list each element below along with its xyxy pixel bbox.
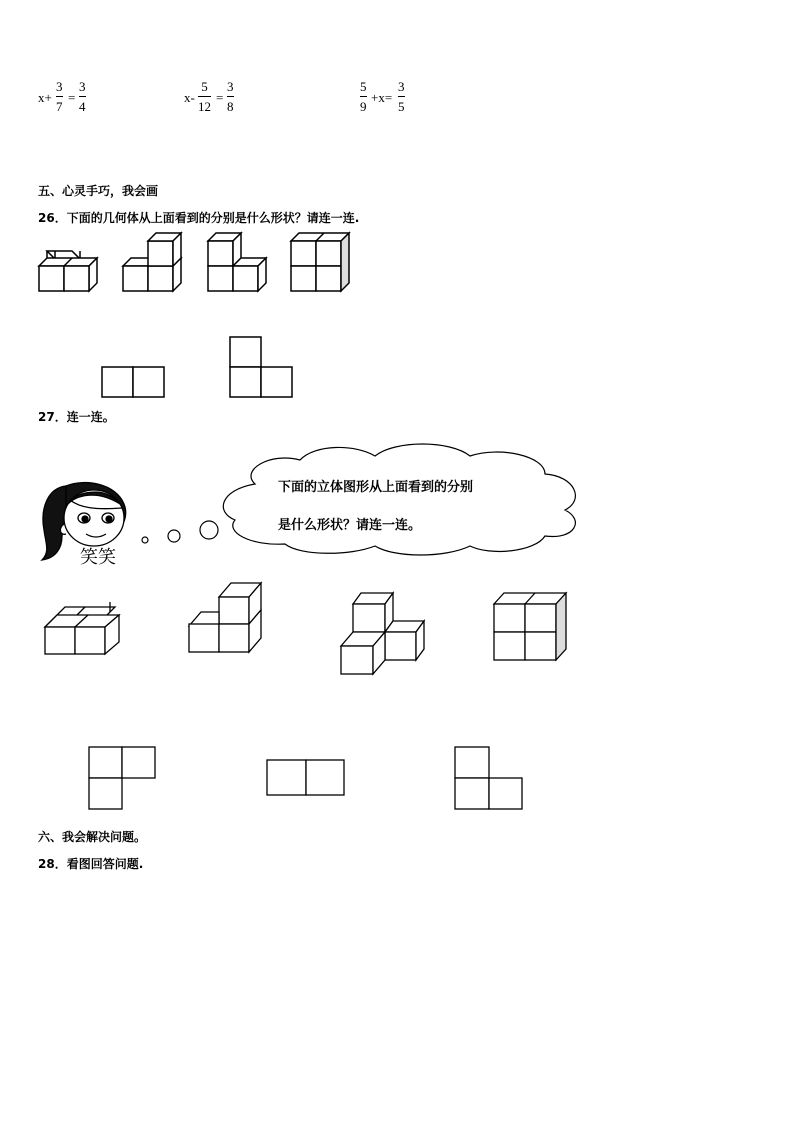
eq2-equals: = (216, 90, 224, 105)
q27-top-view-3 (455, 747, 522, 809)
section-6-heading: 六、我会解决问题。 (38, 830, 147, 844)
cloud-text-line-1: 下面的立体图形从上面看到的分别 (278, 480, 474, 495)
eq1-prefix: x+ (38, 90, 52, 105)
section-5-heading: 五、心灵手巧，我会画 (38, 184, 159, 198)
q27-solid-4 (494, 593, 566, 660)
question-28-text: 28．看图回答问题. (38, 857, 144, 871)
eq3-fraction-right: 3 5 (398, 79, 405, 114)
eq2-fraction-right: 3 8 (227, 79, 234, 114)
character-caption: 笑笑 (80, 547, 116, 568)
question-27-text: 27．连一连。 (38, 410, 115, 424)
eq3-operator: +x= (371, 90, 393, 105)
eq1-equals: = (68, 90, 76, 105)
cloud-text-line-2: 是什么形状？请连一连。 (278, 518, 422, 533)
eq3-fraction-left: 5 9 (360, 79, 367, 114)
q27-solid-3 (341, 593, 424, 674)
question-26-text: 26．下面的几何体从上面看到的分别是什么形状？请连一连. (38, 211, 360, 225)
eq1-fraction-left: 3 7 (56, 79, 63, 114)
eq1-fraction-right: 3 4 (79, 79, 86, 114)
q27-top-view-1 (89, 747, 155, 809)
eq2-fraction-left: 5 12 (198, 79, 211, 114)
eq2-prefix: x- (184, 90, 195, 105)
q27-solid-1 (45, 602, 119, 654)
q27-top-view-2 (267, 760, 344, 795)
q27-solid-2 (189, 583, 261, 652)
